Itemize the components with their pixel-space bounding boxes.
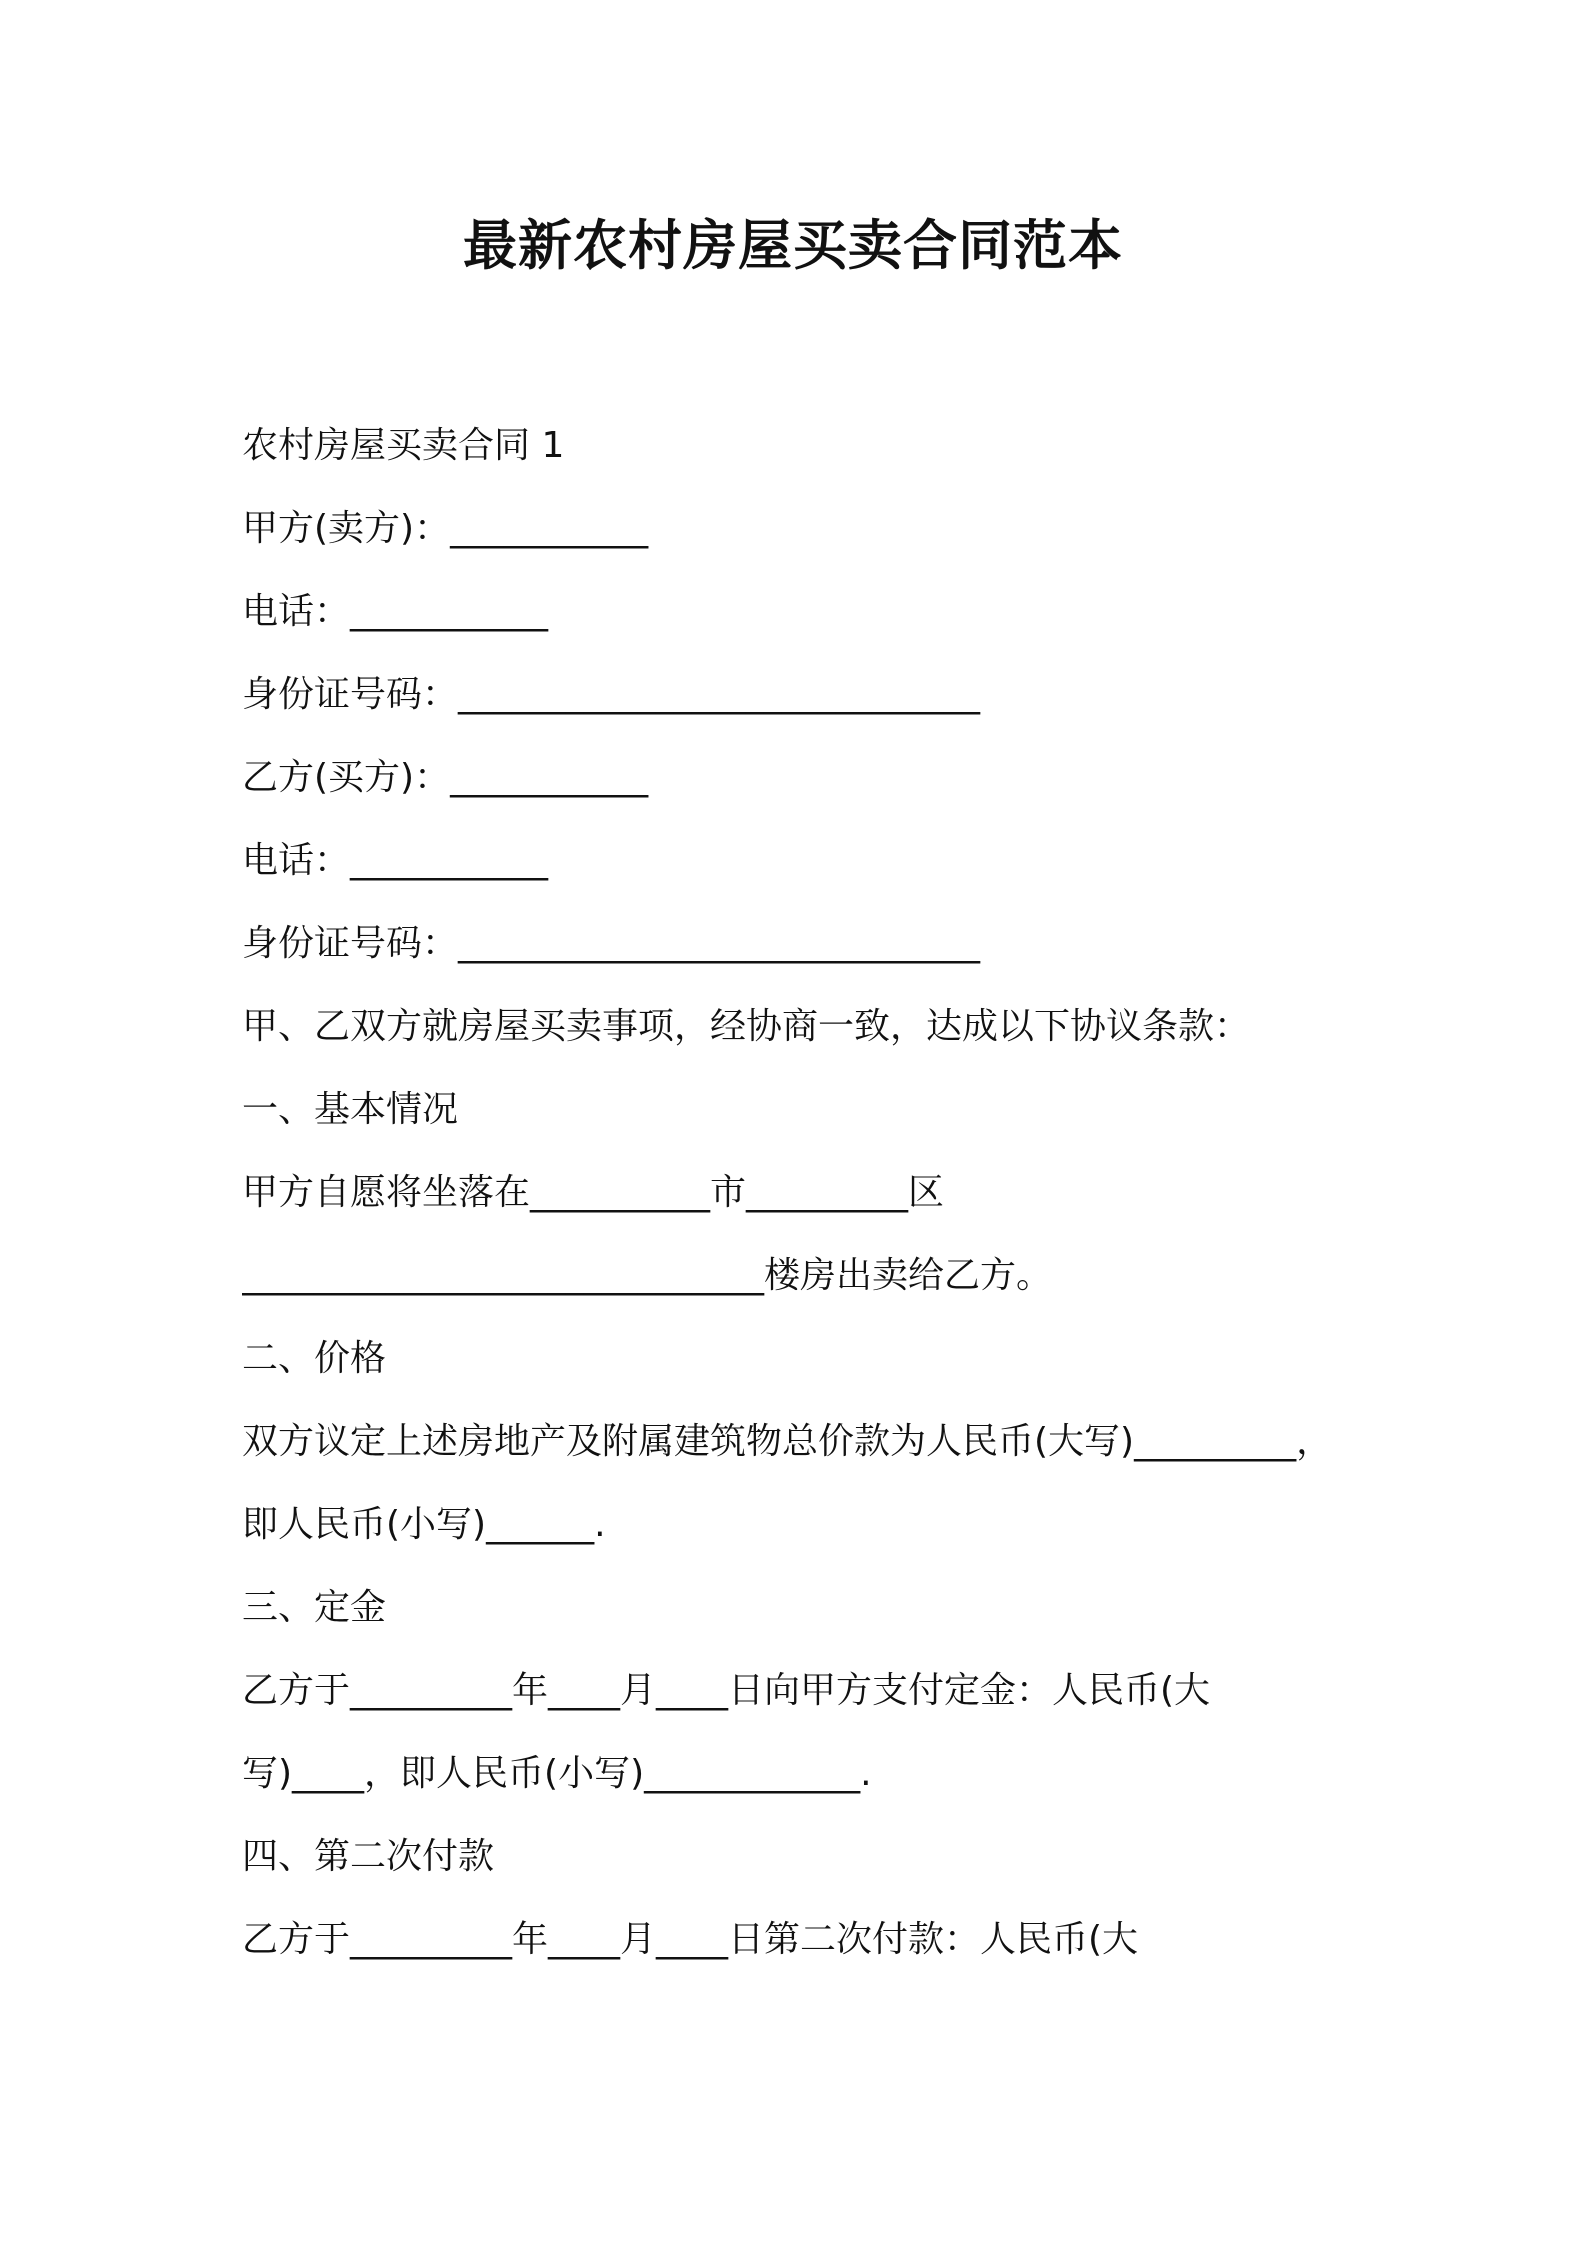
document-body: [242, 404, 1402, 1981]
section-heading-basic-info: 一、基本情况: [242, 1089, 459, 1130]
basic-info-paragraph-line-1: 甲方自愿将坐落在__________市_________区: [242, 1172, 945, 1213]
party-a-id-line: 身份证号码：_____________________________: [242, 674, 981, 715]
party-b-phone-line: 电话：___________: [242, 840, 549, 881]
price-paragraph-line-2: 即人民币(小写)______.: [242, 1504, 606, 1545]
agreement-intro: 甲、乙双方就房屋买卖事项，经协商一致，达成以下协议条款：: [242, 1006, 1251, 1047]
price-paragraph-line-1: 双方议定上述房地产及附属建筑物总价款为人民币(大写)_________，: [242, 1421, 1333, 1462]
party-a-phone-line: 电话：___________: [242, 591, 549, 632]
basic-info-paragraph-line-2: _____________________________楼房出卖给乙方。: [242, 1255, 1053, 1296]
party-a-seller-line: 甲方(卖方)：___________: [242, 508, 649, 549]
contract-heading: 农村房屋买卖合同 1: [242, 425, 565, 466]
deposit-paragraph-line-2: 写)____，即人民币(小写)____________.: [242, 1753, 872, 1794]
section-heading-deposit: 三、定金: [242, 1587, 387, 1628]
section-heading-second-payment: 四、第二次付款: [242, 1836, 495, 1877]
section-heading-price: 二、价格: [242, 1338, 387, 1379]
document-title: 最新农村房屋买卖合同范本: [463, 214, 1123, 277]
second-payment-paragraph-line-1: 乙方于_________年____月____日第二次付款：人民币(大: [242, 1919, 1139, 1960]
party-b-id-line: 身份证号码：_____________________________: [242, 923, 981, 964]
deposit-paragraph-line-1: 乙方于_________年____月____日向甲方支付定金：人民币(大: [242, 1670, 1211, 1711]
party-b-buyer-line: 乙方(买方)：___________: [242, 757, 649, 798]
